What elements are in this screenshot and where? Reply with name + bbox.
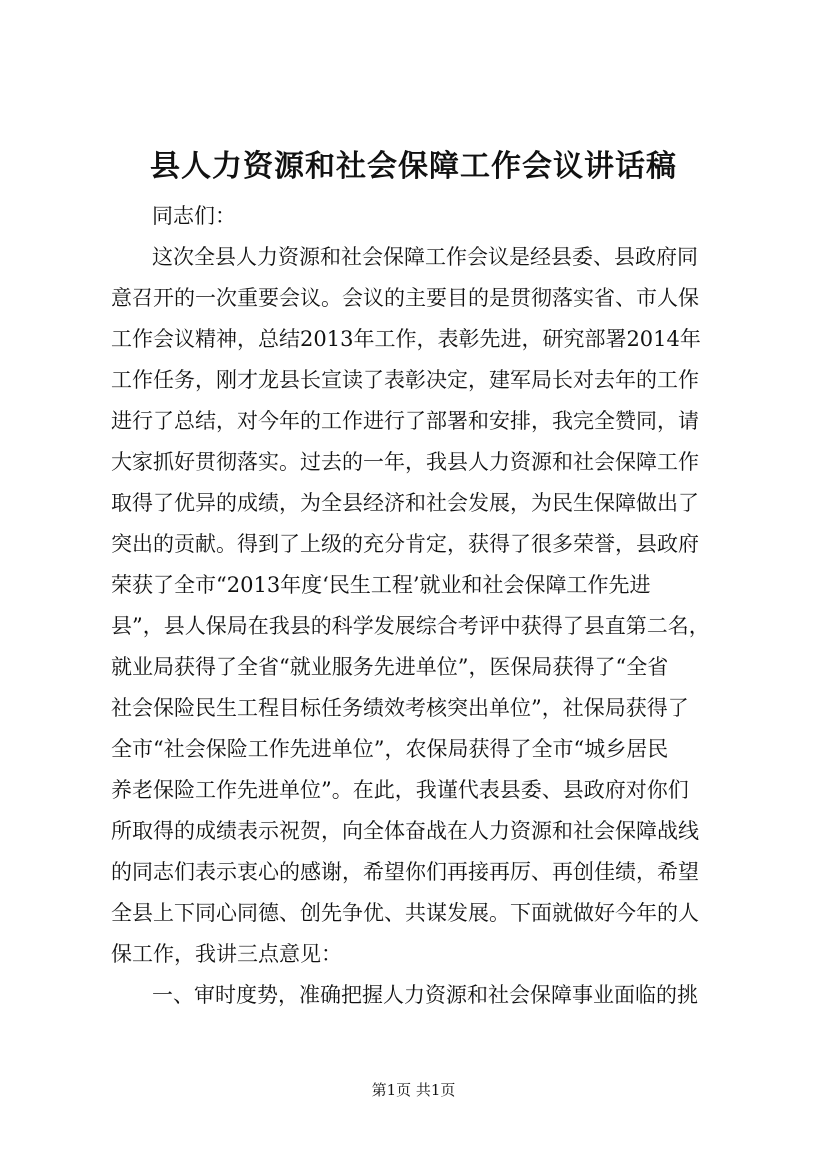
body-line: 全县上下同心同德、创先争优、共谋发展。下面就做好今年的人 [111, 901, 699, 925]
body-line: 的同志们表示衷心的感谢，希望你们再接再厉、再创佳绩，希望 [111, 860, 699, 884]
body-line: 全市“社会保险工作先进单位”，农保局获得了全市“城乡居民 [111, 737, 669, 761]
salutation: 同志们： [152, 204, 236, 228]
body-line: 意召开的一次重要会议。会议的主要目的是贯彻落实省、市人保 [111, 286, 699, 310]
body-line: 就业局获得了全省“就业服务先进单位”，医保局获得了“全省 [111, 655, 669, 679]
page-footer: 第1页 共1页 [371, 1081, 456, 1099]
document-title: 县人力资源和社会保障工作会议讲话稿 [150, 149, 677, 184]
body-line: 县”，县人保局在我县的科学发展综合考评中获得了县直第二名， [111, 614, 710, 638]
body-line: 工作任务，刚才龙县长宣读了表彰决定，建军局长对去年的工作 [111, 368, 699, 392]
body-line: 保工作，我讲三点意见： [111, 942, 342, 966]
body-line: 社会保险民生工程目标任务绩效考核突出单位”，社保局获得了 [111, 696, 689, 720]
body-line: 进行了总结，对今年的工作进行了部署和安排，我完全赞同，请 [111, 409, 699, 433]
section-heading-line: 一、审时度势，准确把握人力资源和社会保障事业面临的挑 [152, 983, 698, 1007]
body-line: 大家抓好贯彻落实。过去的一年，我县人力资源和社会保障工作 [111, 450, 699, 474]
body-line: 所取得的成绩表示祝贺，向全体奋战在人力资源和社会保障战线 [111, 819, 699, 843]
body-line: 荣获了全市“2013年度‘民生工程’就业和社会保障工作先进 [111, 573, 651, 597]
body-line: 这次全县人力资源和社会保障工作会议是经县委、县政府同 [152, 245, 698, 269]
body-line: 工作会议精神，总结2013年工作，表彰先进，研究部署2014年 [111, 327, 701, 351]
body-line: 突出的贡献。得到了上级的充分肯定，获得了很多荣誉，县政府 [111, 532, 699, 556]
body-line: 取得了优异的成绩，为全县经济和社会发展，为民生保障做出了 [111, 491, 699, 515]
body-line: 养老保险工作先进单位”。在此，我谨代表县委、县政府对你们 [111, 778, 689, 802]
